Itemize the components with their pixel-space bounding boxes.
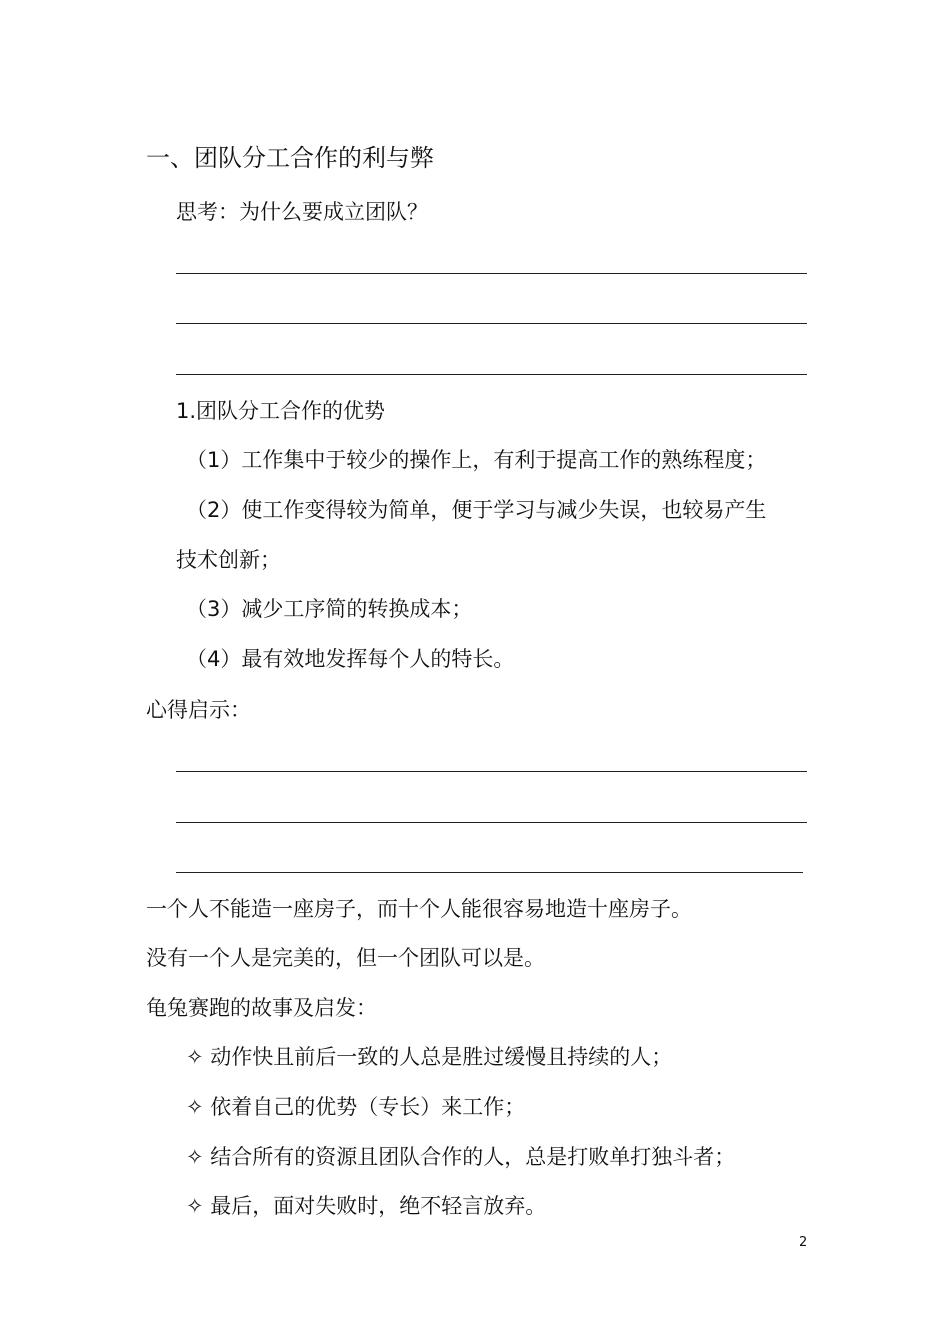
story-bullet-text: 结合所有的资源且团队合作的人，总是打败单打独斗者； (210, 1145, 736, 1169)
quote-line: 没有一个人是完美的，但一个团队可以是。 (146, 946, 545, 970)
reflection-label: 心得启示： (146, 698, 251, 722)
reflection-line[interactable] (176, 822, 807, 823)
story-bullet-text: 最后，面对失败时，绝不轻言放弃。 (210, 1194, 547, 1218)
question-text: 思考：为什么要成立团队？ (176, 200, 428, 224)
advantage-item: （4）最有效地发挥每个人的特长。 (186, 647, 515, 671)
sparkle-icon: ✧ (186, 1145, 204, 1169)
story-title: 龟兔赛跑的故事及启发： (146, 996, 377, 1020)
story-bullet-text: 依着自己的优势（专长）来工作； (210, 1095, 526, 1119)
reflection-line[interactable] (176, 872, 803, 873)
quote-line: 一个人不能造一座房子，而十个人能很容易地造十座房子。 (146, 897, 692, 921)
advantages-title: 1.团队分工合作的优势 (176, 399, 386, 423)
answer-line[interactable] (176, 273, 807, 274)
advantage-item: （3）减少工序简的转换成本； (186, 597, 473, 621)
answer-line[interactable] (176, 323, 807, 324)
answer-line[interactable] (176, 374, 807, 375)
sparkle-icon: ✧ (186, 1095, 204, 1119)
advantage-item: （1）工作集中于较少的操作上，有利于提高工作的熟练程度； (186, 448, 767, 472)
story-bullet (186, 1143, 735, 1171)
advantage-item: （2）使工作变得较为简单，便于学习与减少失误，也较易产生 (186, 498, 767, 522)
story-bullet (186, 1093, 525, 1121)
sparkle-icon: ✧ (186, 1194, 204, 1218)
story-bullet-text: 动作快且前后一致的人总是胜过缓慢且持续的人； (210, 1045, 673, 1069)
advantage-item-continuation: 技术创新； (176, 548, 281, 572)
section-heading: 一、团队分工合作的利与弊 (146, 144, 434, 172)
page-number: 2 (799, 1235, 808, 1250)
sparkle-icon: ✧ (186, 1045, 204, 1069)
story-bullet (186, 1043, 672, 1071)
reflection-line[interactable] (176, 771, 807, 772)
story-bullet (186, 1192, 546, 1220)
